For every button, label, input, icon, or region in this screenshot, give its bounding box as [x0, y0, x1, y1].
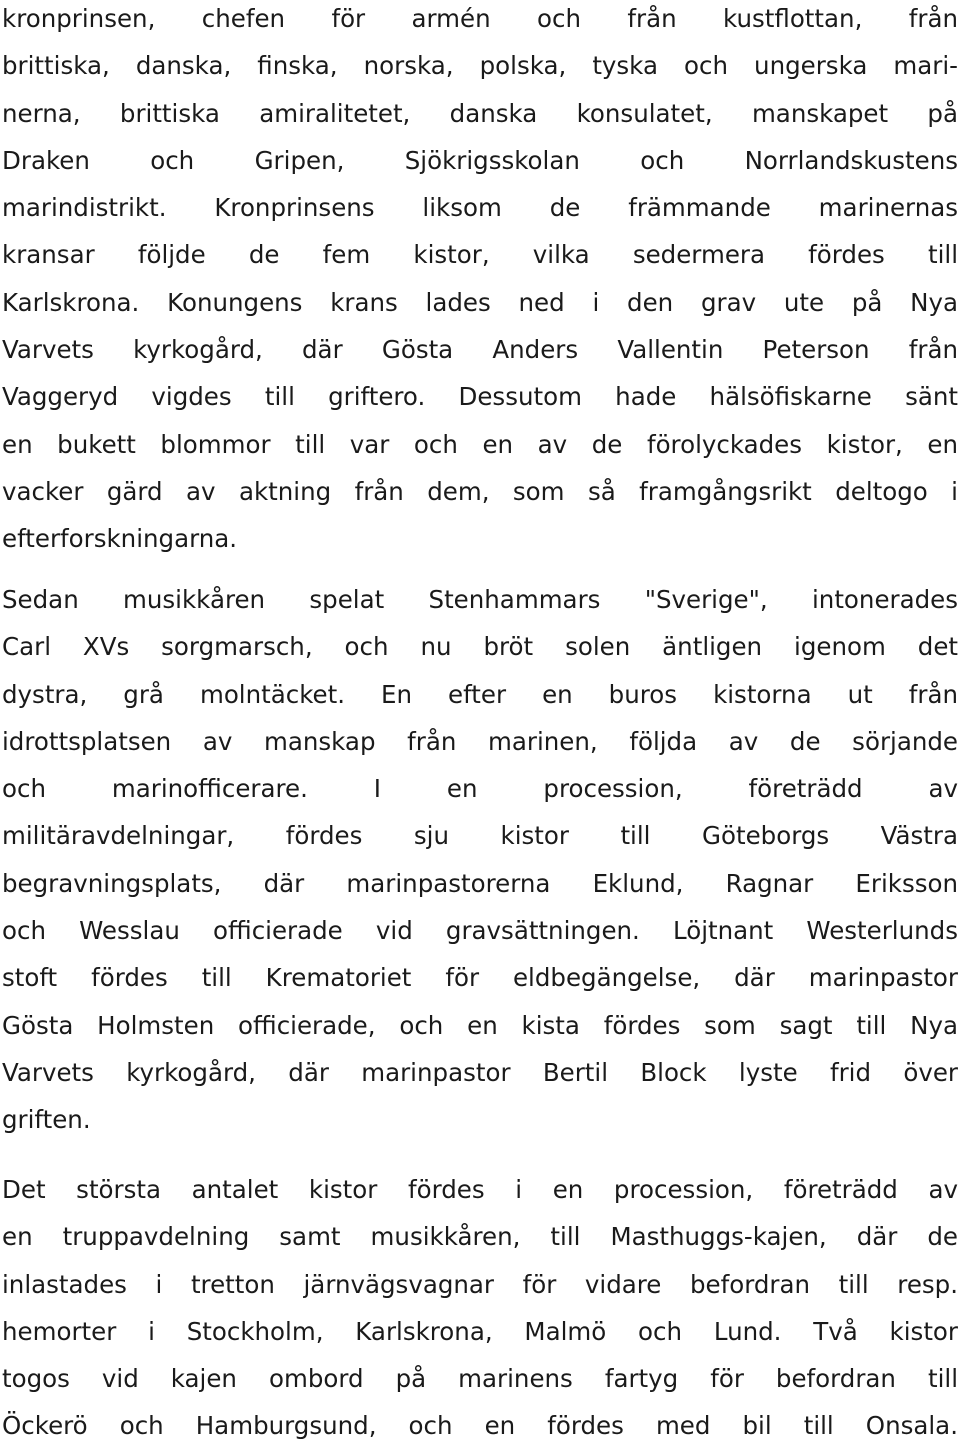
text-line: Gösta Holmsten officierade, och en kista fördes som sagt till Nya [2, 1010, 958, 1040]
text-line: stoft fördes till Krematoriet för eldbegängelse, där marinpastor [2, 963, 958, 993]
text-line: togos vid kajen ombord på marinens fartyg för befordran till [2, 1364, 958, 1394]
text-line: inlastades i tretton järnvägsvagnar för vidare befordran till resp. [2, 1269, 958, 1299]
text-line: griften. [2, 1105, 91, 1135]
text-line: Det största antalet kistor fördes i en procession, företrädd av [2, 1175, 958, 1204]
text-line: Öckerö och Hamburgsund, och en fördes med bil till Onsala. [2, 1411, 958, 1441]
text-line: kronprinsen, chefen för armén och från kustflottan, från [2, 4, 958, 33]
text-line: en truppavdelning samt musikkåren, till Masthuggs-kajen, där de [2, 1222, 958, 1252]
text-line: militäravdelningar, fördes sju kistor till Göteborgs Västra [2, 821, 958, 851]
text-line: efterforskningarna. [2, 524, 238, 554]
text-line: brittiska, danska, finska, norska, polska, tyska och ungerska mari- [2, 51, 958, 81]
paragraph-1 [2, 0, 958, 563]
text-line: hemorter i Stockholm, Karlskrona, Malmö och Lund. Två kistor [2, 1316, 958, 1346]
paragraph-2 [2, 576, 958, 1144]
text-line: Varvets kyrkogård, där Gösta Anders Vallentin Peterson från [2, 335, 958, 365]
text-line: Draken och Gripen, Sjökrigsskolan och Norrlandskustens [2, 145, 958, 175]
text-line: Carl XVs sorgmarsch, och nu bröt solen äntligen igenom det [2, 632, 958, 662]
text-line: en bukett blommor till var och en av de förolyckades kistor, en [2, 429, 958, 459]
text-line: kransar följde de fem kistor, vilka sedermera fördes till [2, 240, 958, 270]
text-line: vacker gärd av aktning från dem, som så framgångsrikt deltogo i [2, 476, 958, 506]
paragraph-3 [2, 1166, 958, 1450]
text-line: och Wesslau officierade vid gravsättningen. Löjtnant Westerlunds [2, 916, 958, 946]
text-line: begravningsplats, där marinpastorerna Eklund, Ragnar Eriksson [2, 868, 958, 898]
text-line: nerna, brittiska amiralitetet, danska konsulatet, manskapet på [2, 98, 958, 128]
text-line: Vaggeryd vigdes till griftero. Dessutom hade hälsöfiskarne sänt [2, 382, 958, 412]
text-line: idrottsplatsen av manskap från marinen, följda av de sörjande [2, 726, 958, 756]
text-line: dystra, grå molntäcket. En efter en buros kistorna ut från [2, 679, 958, 709]
text-line: Varvets kyrkogård, där marinpastor Bertil Block lyste frid över [2, 1057, 958, 1087]
text-line: och marinofficerare. I en procession, företrädd av [2, 774, 958, 804]
text-line: Karlskrona. Konungens krans lades ned i den grav ute på Nya [2, 287, 958, 317]
text-line: marindistrikt. Kronprinsens liksom de främmande marinernas [2, 193, 958, 223]
text-line: Sedan musikkåren spelat Stenhammars "Sverige", intonerades [2, 585, 958, 614]
